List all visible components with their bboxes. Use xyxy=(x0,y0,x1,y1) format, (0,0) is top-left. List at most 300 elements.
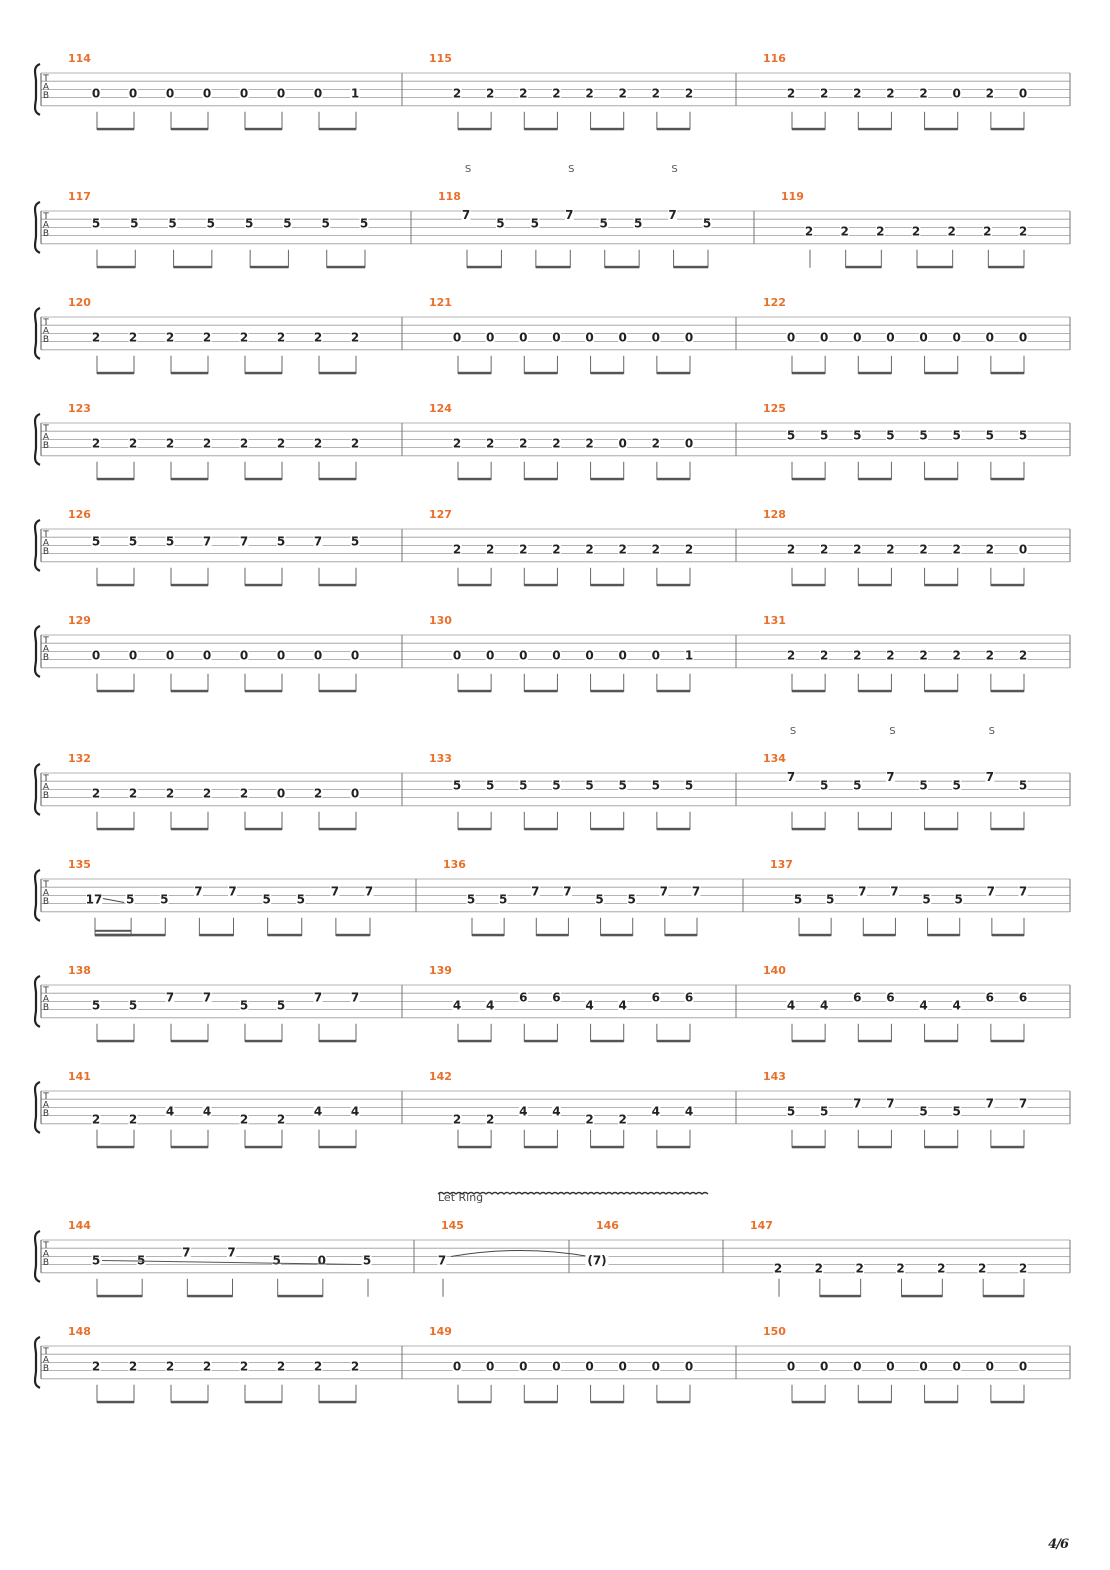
beam xyxy=(925,1040,958,1043)
fret-number: 2 xyxy=(952,542,961,557)
fret-number: 7 xyxy=(330,884,340,899)
fret-number: 2 xyxy=(819,542,829,557)
fret-number: 5 xyxy=(627,892,636,907)
beam xyxy=(97,128,134,131)
tab-clef-letter: T xyxy=(43,1241,49,1251)
beam xyxy=(472,934,504,937)
fret-number: 0 xyxy=(651,1359,661,1374)
beam xyxy=(792,1401,825,1404)
tab-clef-letter: A xyxy=(42,782,50,793)
fret-number: 5 xyxy=(452,778,462,793)
fret-number: 5 xyxy=(1018,778,1028,793)
beam xyxy=(97,372,134,375)
fret-number: 2 xyxy=(350,330,360,345)
fret-number: 5 xyxy=(160,892,169,907)
fret-number: 0 xyxy=(239,86,249,101)
fret-number: 7 xyxy=(691,884,701,899)
beam xyxy=(928,934,960,937)
fret-number: 5 xyxy=(853,428,862,443)
fret-number: 5 xyxy=(793,892,803,907)
system-bracket xyxy=(35,520,40,571)
beam xyxy=(858,1040,891,1043)
beam xyxy=(925,690,958,693)
beam xyxy=(657,128,690,131)
beam xyxy=(524,478,557,481)
fret-number: 2 xyxy=(165,1359,175,1374)
measure xyxy=(763,508,1028,586)
fret-number: 5 xyxy=(952,1104,961,1119)
beam xyxy=(319,128,356,131)
tab-system xyxy=(35,296,1070,374)
measure xyxy=(763,296,1028,374)
beam xyxy=(863,934,895,937)
fret-number: 7 xyxy=(858,884,867,899)
beam xyxy=(278,1295,323,1298)
measure-number: 130 xyxy=(429,614,452,627)
beam xyxy=(524,1401,557,1404)
beam xyxy=(925,1401,958,1404)
tab-clef-letter: T xyxy=(43,1092,49,1102)
fret-number: 5 xyxy=(702,216,712,231)
fret-number: 2 xyxy=(239,330,249,345)
fret-number: 7 xyxy=(659,884,669,899)
beam xyxy=(458,478,491,481)
fret-number: 2 xyxy=(350,1359,360,1374)
fret-number: 2 xyxy=(452,542,462,557)
measure-number: 122 xyxy=(763,296,786,309)
fret-number: 4 xyxy=(952,998,961,1013)
tab-clef-letter: T xyxy=(43,880,49,890)
measure-number: 149 xyxy=(429,1325,452,1338)
fret-number: 2 xyxy=(452,1112,462,1127)
fret-number: 2 xyxy=(91,1359,101,1374)
fret-number: 0 xyxy=(886,330,895,345)
tab-clef-letter: A xyxy=(42,1249,50,1260)
fret-number: 5 xyxy=(599,216,608,231)
fret-number: 0 xyxy=(684,330,694,345)
measure-number: 117 xyxy=(68,190,91,203)
fret-number: 7 xyxy=(182,1245,191,1260)
fret-number: 7 xyxy=(531,884,540,899)
beam xyxy=(799,934,831,937)
tab-clef-letter: B xyxy=(42,440,50,451)
fret-number: 2 xyxy=(485,542,495,557)
beam xyxy=(245,1401,282,1404)
fret-number: 5 xyxy=(244,216,254,231)
fret-number: 1 xyxy=(350,86,360,101)
fret-number: 5 xyxy=(985,428,995,443)
measure xyxy=(586,1219,620,1268)
fret-number: 2 xyxy=(786,542,796,557)
beam xyxy=(467,266,501,269)
fret-number: 0 xyxy=(985,330,995,345)
beam xyxy=(458,828,491,831)
fret-number: 5 xyxy=(595,892,604,907)
fret-number: 0 xyxy=(585,1359,594,1374)
measure-number: 124 xyxy=(429,402,452,415)
fret-number: 2 xyxy=(919,648,928,663)
beam xyxy=(925,478,958,481)
fret-number: 0 xyxy=(786,330,796,345)
fret-number: 0 xyxy=(819,1359,829,1374)
fret-number: 7 xyxy=(886,770,895,785)
beam xyxy=(245,690,282,693)
fret-number: 2 xyxy=(519,542,528,557)
beam xyxy=(983,1295,1024,1298)
measure xyxy=(438,164,712,268)
fret-number: 0 xyxy=(519,1359,528,1374)
beam xyxy=(458,584,491,587)
beam xyxy=(657,1146,690,1149)
fret-number: 0 xyxy=(786,1359,796,1374)
beam xyxy=(524,828,557,831)
tab-clef-letter: T xyxy=(43,774,49,784)
fret-number: 0 xyxy=(350,648,360,663)
beam xyxy=(97,1295,142,1298)
tab-clef-letter: A xyxy=(42,1100,50,1111)
beam xyxy=(792,478,825,481)
fret-number: 0 xyxy=(91,86,101,101)
fret-number: 5 xyxy=(919,428,928,443)
fret-number: 2 xyxy=(91,436,101,451)
beam xyxy=(605,266,639,269)
fret-number: 0 xyxy=(684,436,694,451)
beam xyxy=(991,828,1024,831)
beam xyxy=(792,828,825,831)
fret-number: 2 xyxy=(128,1112,138,1127)
fret-number: 2 xyxy=(886,542,895,557)
fret-number: 2 xyxy=(896,1261,905,1276)
fret-number: 2 xyxy=(452,86,462,101)
fret-number: (7) xyxy=(587,1253,607,1268)
beam xyxy=(97,266,135,269)
fret-number: 7 xyxy=(202,990,212,1005)
fret-number: 2 xyxy=(853,86,862,101)
beam xyxy=(858,584,891,587)
fret-number: 6 xyxy=(985,990,995,1005)
tab-clef-letter: A xyxy=(42,326,50,337)
fret-number: 7 xyxy=(985,770,995,785)
beam xyxy=(171,128,208,131)
fret-number: 5 xyxy=(952,778,961,793)
fret-number: 5 xyxy=(262,892,271,907)
fret-number: 5 xyxy=(128,534,138,549)
beam xyxy=(319,828,356,831)
fret-number: 2 xyxy=(239,1359,249,1374)
fret-number: 0 xyxy=(684,1359,694,1374)
fret-number: 0 xyxy=(519,330,528,345)
fret-number: 0 xyxy=(618,648,627,663)
fret-number: 6 xyxy=(684,990,694,1005)
fret-number: 4 xyxy=(684,1104,694,1119)
fret-number: 0 xyxy=(585,330,594,345)
tab-clef-letter: B xyxy=(42,1363,50,1374)
slap-marker: S xyxy=(568,164,575,175)
beam xyxy=(858,478,891,481)
fret-number: 0 xyxy=(165,86,175,101)
fret-number: 4 xyxy=(202,1104,212,1119)
fret-number: 5 xyxy=(91,998,101,1013)
fret-number: 0 xyxy=(819,330,829,345)
measure-number: 118 xyxy=(438,190,461,203)
fret-number: 2 xyxy=(977,1261,987,1276)
measure xyxy=(763,1325,1028,1403)
fret-number: 6 xyxy=(886,990,895,1005)
measure xyxy=(68,296,360,374)
fret-number: 2 xyxy=(651,542,661,557)
measure-number: 140 xyxy=(763,964,786,977)
measure xyxy=(68,402,360,480)
beam xyxy=(524,1146,557,1149)
beam xyxy=(199,934,233,937)
measure xyxy=(68,1219,372,1297)
fret-number: 7 xyxy=(886,1096,895,1111)
tab-clef-letter: A xyxy=(42,538,50,549)
fret-number: 7 xyxy=(890,884,899,899)
fret-number: 5 xyxy=(276,998,286,1013)
tab-clef-letter: B xyxy=(42,896,50,907)
fret-number: 2 xyxy=(853,648,862,663)
let-ring-label: Let Ring xyxy=(438,1191,484,1204)
fret-number: 4 xyxy=(552,1104,561,1119)
beam xyxy=(991,478,1024,481)
beam xyxy=(319,1401,356,1404)
fret-number: 4 xyxy=(165,1104,175,1119)
beam xyxy=(858,690,891,693)
fret-number: 2 xyxy=(313,330,323,345)
fret-number: 7 xyxy=(986,884,996,899)
measure xyxy=(429,296,694,374)
measure-number: 115 xyxy=(429,52,452,65)
fret-number: 5 xyxy=(919,1104,928,1119)
measure xyxy=(68,508,360,586)
beam xyxy=(319,1040,356,1043)
fret-number: 5 xyxy=(136,1253,146,1268)
fret-number: 5 xyxy=(130,216,139,231)
beam xyxy=(327,266,365,269)
measure-number: 133 xyxy=(429,752,452,765)
measure-number: 126 xyxy=(68,508,91,521)
fret-number: 2 xyxy=(485,86,495,101)
fret-number: 2 xyxy=(819,648,829,663)
beam xyxy=(925,584,958,587)
measure xyxy=(68,752,360,830)
beam xyxy=(925,1146,958,1149)
fret-number: 0 xyxy=(202,648,212,663)
fret-number: 2 xyxy=(804,224,814,239)
fret-number: 4 xyxy=(919,998,928,1013)
fret-number: 2 xyxy=(313,786,323,801)
fret-number: 2 xyxy=(1018,648,1028,663)
beam xyxy=(858,1401,891,1404)
fret-number: 6 xyxy=(853,990,862,1005)
fret-number: 7 xyxy=(165,990,175,1005)
beam xyxy=(992,934,1024,937)
fret-number: 2 xyxy=(919,542,928,557)
beam xyxy=(591,1401,624,1404)
fret-number: 6 xyxy=(651,990,661,1005)
beam xyxy=(97,690,134,693)
fret-number: 7 xyxy=(786,770,796,785)
fret-number: 0 xyxy=(165,648,175,663)
fret-number: 5 xyxy=(684,778,694,793)
fret-number: 5 xyxy=(552,778,561,793)
tab-system xyxy=(35,614,1070,692)
beam xyxy=(902,1295,943,1298)
fret-number: 5 xyxy=(919,778,928,793)
tab-system xyxy=(35,52,1070,130)
beam xyxy=(792,128,825,131)
fret-number: 0 xyxy=(452,330,462,345)
fret-number: 5 xyxy=(952,428,961,443)
beam-secondary xyxy=(95,930,131,932)
beam xyxy=(245,372,282,375)
fret-number: 0 xyxy=(952,1359,961,1374)
measure xyxy=(429,1325,694,1403)
tab-system xyxy=(35,964,1070,1042)
fret-number: 7 xyxy=(563,884,572,899)
fret-number: 5 xyxy=(530,216,540,231)
fret-number: 2 xyxy=(585,86,594,101)
fret-number: 2 xyxy=(128,1359,138,1374)
tab-clef-letter: A xyxy=(42,432,50,443)
tab-clef-letter: B xyxy=(42,1002,50,1013)
fret-number: 5 xyxy=(498,892,508,907)
measure-number: 132 xyxy=(68,752,91,765)
beam xyxy=(171,1401,208,1404)
beam xyxy=(174,266,212,269)
fret-number: 0 xyxy=(552,1359,561,1374)
beam xyxy=(171,828,208,831)
fret-number: 0 xyxy=(452,1359,462,1374)
fret-number: 0 xyxy=(985,1359,995,1374)
beam xyxy=(536,266,570,269)
fret-number: 0 xyxy=(276,86,286,101)
fret-number: 5 xyxy=(350,534,360,549)
beam xyxy=(250,266,288,269)
fret-number: 0 xyxy=(519,648,528,663)
beam xyxy=(319,584,356,587)
slap-marker: S xyxy=(464,164,472,175)
beam xyxy=(171,372,208,375)
beam xyxy=(245,584,282,587)
fret-number: 0 xyxy=(1018,330,1028,345)
system-bracket xyxy=(35,1337,40,1388)
fret-number: 2 xyxy=(985,648,995,663)
fret-number: 0 xyxy=(886,1359,895,1374)
measure-number: 131 xyxy=(763,614,786,627)
beam xyxy=(458,372,491,375)
fret-number: 7 xyxy=(350,990,360,1005)
fret-number: 7 xyxy=(461,208,471,223)
fret-number: 2 xyxy=(1018,224,1028,239)
page-number: 4/6 xyxy=(1048,1537,1068,1552)
fret-number: 0 xyxy=(618,436,627,451)
measure-number: 127 xyxy=(429,508,452,521)
fret-number: 2 xyxy=(485,436,495,451)
system-bracket xyxy=(35,64,40,115)
beam xyxy=(792,1040,825,1043)
beam xyxy=(245,1146,282,1149)
fret-number: 5 xyxy=(485,778,495,793)
fret-number: 7 xyxy=(668,208,677,223)
beam xyxy=(591,478,624,481)
fret-number: 2 xyxy=(855,1261,864,1276)
beam xyxy=(97,1401,134,1404)
beam xyxy=(187,1295,232,1298)
measure-number: 138 xyxy=(68,964,91,977)
fret-number: 7 xyxy=(565,208,574,223)
beam xyxy=(991,584,1024,587)
fret-number: 2 xyxy=(165,330,175,345)
fret-number: 5 xyxy=(819,428,829,443)
fret-number: 2 xyxy=(350,436,360,451)
fret-number: 2 xyxy=(911,224,921,239)
beam xyxy=(925,128,958,131)
fret-number: 2 xyxy=(91,330,101,345)
fret-number: 2 xyxy=(684,86,694,101)
fret-number: 5 xyxy=(633,216,643,231)
fret-number: 0 xyxy=(485,330,495,345)
fret-number: 2 xyxy=(276,1359,286,1374)
beam xyxy=(657,1401,690,1404)
beam xyxy=(458,1146,491,1149)
beam xyxy=(925,828,958,831)
fret-number: 2 xyxy=(313,436,323,451)
measure-number: 148 xyxy=(68,1325,91,1338)
beam xyxy=(591,128,624,131)
beam xyxy=(319,372,356,375)
measure-number: 114 xyxy=(68,52,91,65)
fret-number: 5 xyxy=(206,216,216,231)
fret-number: 2 xyxy=(452,436,462,451)
fret-number: 0 xyxy=(128,648,138,663)
fret-number: 2 xyxy=(786,648,796,663)
measure xyxy=(781,190,1028,268)
fret-number: 2 xyxy=(947,224,956,239)
fret-number: 5 xyxy=(618,778,627,793)
fret-number: 2 xyxy=(773,1261,783,1276)
beam xyxy=(858,828,891,831)
beam xyxy=(336,934,370,937)
fret-number: 6 xyxy=(552,990,561,1005)
fret-number: 5 xyxy=(651,778,661,793)
fret-number: 0 xyxy=(452,648,462,663)
fret-number: 2 xyxy=(552,436,561,451)
fret-number: 4 xyxy=(519,1104,528,1119)
fret-number: 2 xyxy=(886,648,895,663)
fret-number: 7 xyxy=(227,1245,236,1260)
fret-number: 7 xyxy=(194,884,203,899)
beam xyxy=(245,128,282,131)
fret-number: 0 xyxy=(651,330,661,345)
beam xyxy=(95,934,165,937)
beam xyxy=(991,1146,1024,1149)
fret-number: 2 xyxy=(128,786,138,801)
measure xyxy=(763,964,1028,1042)
fret-number: 7 xyxy=(1018,884,1028,899)
fret-number: 5 xyxy=(321,216,330,231)
fret-number: 0 xyxy=(276,648,286,663)
tab-clef-letter: T xyxy=(43,530,49,540)
measure-number: 143 xyxy=(763,1070,786,1083)
beam xyxy=(846,266,882,269)
fret-number: 2 xyxy=(519,436,528,451)
measure-number: 116 xyxy=(763,52,786,65)
fret-number: 0 xyxy=(952,86,961,101)
fret-number: 2 xyxy=(239,436,249,451)
fret-number: 2 xyxy=(276,1112,286,1127)
